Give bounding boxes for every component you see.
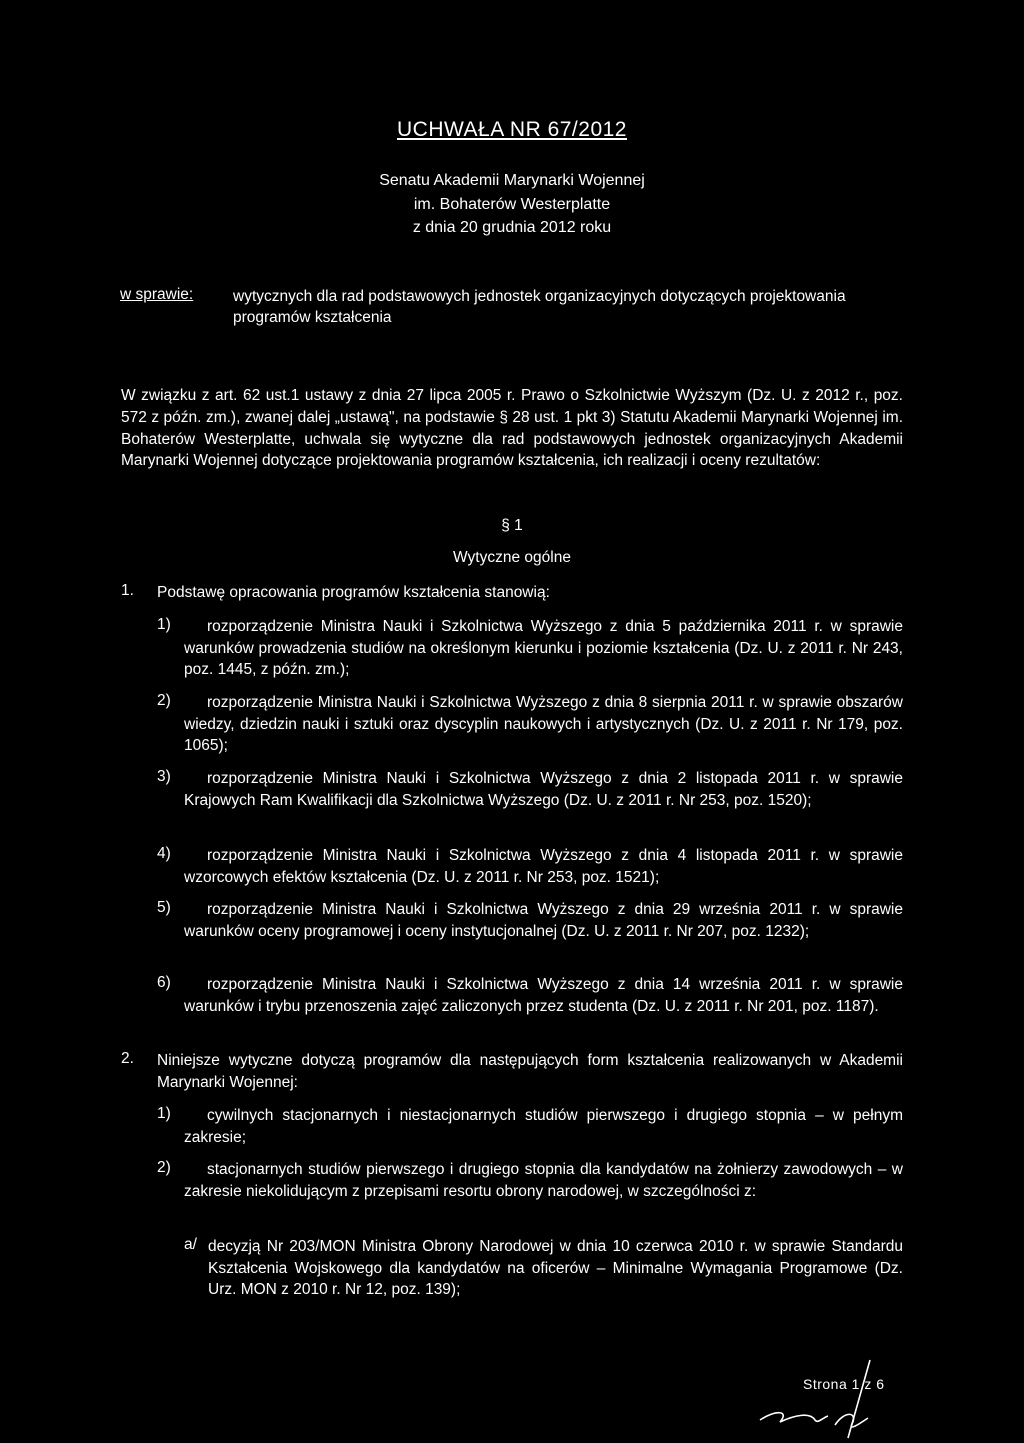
signature-initials — [740, 1350, 920, 1440]
subject-text: wytycznych dla rad podstawowych jednostek organizacyjnych dotyczących projektowania programów kształcenia — [233, 288, 846, 326]
p2-item-number: 2) — [157, 1159, 171, 1176]
section-mark: § 1 — [501, 517, 523, 534]
p1-item-number: 2) — [157, 692, 171, 709]
p1-item-text: rozporządzenie Ministra Nauki i Szkolnictwa Wyższego z dnia 5 października 2011 r. w sprawie warunków prowadzenia studiów na określonym kierunku i poziomie kształcenia (Dz. U. z 2011 r. Nr 243, poz. 1445, z późn. zm.); — [184, 618, 903, 678]
p2-item-text: stacjonarnych studiów pierwszego i drugiego stopnia dla kandydatów na żołnierzy zawodowych – w zakresie niekolidującym z przepisami resortu obrony narodowej, w szczególności z: — [184, 1161, 903, 1200]
intro-paragraph: W związku z art. 62 ust.1 ustawy z dnia 27 lipca 2005 r. Prawo o Szkolnictwie Wyższym (Dz. U. z 2012 r., poz. 572 z późn. zm.), zwanej dalej „ustawą", na podstawie § 28 ust. 1 pkt 3) Statutu Akademii Marynarki Wojennej im. Bohaterów Westerplatte, uchwala się wytyczne dla rad podstawowych jednostek organizacyjnych Akademii Marynarki Wojennej dotyczące projektowania programów kształcenia, ich realizacji i oceny rezultatów: — [121, 387, 903, 470]
p1-item-number: 1) — [157, 616, 171, 633]
signature-stroke — [835, 1414, 868, 1427]
sub-item-text: decyzją Nr 203/MON Ministra Obrony Narodowej w dnia 10 czerwca 2010 r. w sprawie Standardu Kształcenia Wojskowego dla kandydatów na oficerów – Minimalne Wymagania Programowe (Dz. Urz. MON z 2010 r. Nr 12, poz. 139); — [208, 1238, 903, 1298]
point-2-text: Niniejsze wytyczne dotyczą programów dla następujących form kształcenia realizowanych w Akademii Marynarki Wojennej: — [157, 1052, 903, 1091]
p1-item-number: 5) — [157, 899, 171, 916]
point-1-text: Podstawę opracowania programów kształcenia stanowią: — [157, 584, 550, 601]
sub-item-number: a/ — [184, 1236, 197, 1253]
point-1-number: 1. — [121, 582, 134, 599]
issuer-line-1: Senatu Akademii Marynarki Wojennej — [379, 172, 645, 189]
p1-item-text: rozporządzenie Ministra Nauki i Szkolnictwa Wyższego z dnia 2 listopada 2011 r. w sprawie Krajowych Ram Kwalifikacji dla Szkolnictwa Wyższego (Dz. U. z 2011 r. Nr 253, poz. 1520); — [184, 770, 903, 809]
p2-item-text: cywilnych stacjonarnych i niestacjonarnych studiów pierwszego i drugiego stopnia – w pełnym zakresie; — [184, 1107, 903, 1146]
section-title: Wytyczne ogólne — [453, 549, 571, 566]
issuer-line-2: im. Bohaterów Westerplatte — [413, 196, 611, 213]
p1-item-number: 4) — [157, 845, 171, 862]
point-2-number: 2. — [121, 1050, 134, 1067]
p2-item-number: 1) — [157, 1105, 171, 1122]
date-line: z dnia 20 grudnia 2012 roku — [412, 219, 612, 236]
subject-label: w sprawie: — [120, 286, 194, 303]
page-number: Strona 1 z 6 — [803, 1376, 885, 1392]
p1-item-number: 3) — [157, 768, 171, 785]
p1-item-text: rozporządzenie Ministra Nauki i Szkolnictwa Wyższego z dnia 8 sierpnia 2011 r. w sprawie obszarów wiedzy, dziedzin nauki i sztuki oraz dyscyplin naukowych i artystycznych (Dz. U. z 2011 r. Nr 179, poz. 1065); — [184, 694, 903, 754]
p1-item-text: rozporządzenie Ministra Nauki i Szkolnictwa Wyższego z dnia 29 września 2011 r. w sprawie warunków oceny programowej i oceny instytucjonalnej (Dz. U. z 2011 r. Nr 207, poz. 1232); — [184, 901, 903, 940]
signature-stroke — [760, 1413, 828, 1422]
resolution-title: UCHWAŁA NR 67/2012 — [397, 118, 627, 141]
p1-item-text: rozporządzenie Ministra Nauki i Szkolnictwa Wyższego z dnia 14 września 2011 r. w sprawie warunków i trybu przenoszenia zajęć zaliczonych przez studenta (Dz. U. z 2011 r. Nr 201, poz. 1187). — [184, 976, 903, 1015]
p1-item-number: 6) — [157, 974, 171, 991]
p1-item-text: rozporządzenie Ministra Nauki i Szkolnictwa Wyższego z dnia 4 listopada 2011 r. w sprawie wzorcowych efektów kształcenia (Dz. U. z 2011 r. Nr 253, poz. 1521); — [184, 847, 903, 886]
